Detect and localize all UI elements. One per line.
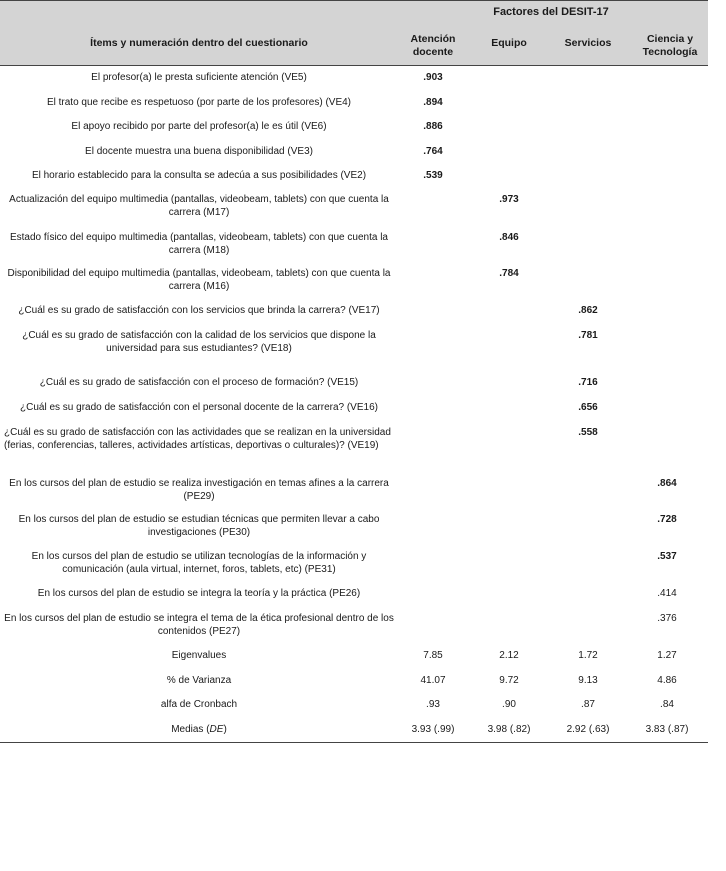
value-servicios: 1.72	[578, 650, 598, 661]
value-ciencia: .414	[657, 588, 677, 599]
value-atencion: 41.07	[420, 675, 446, 686]
value-servicios: .87	[581, 699, 595, 710]
row-label-emphasis: DE	[209, 724, 224, 735]
value-atencion: .93	[426, 699, 440, 710]
row-label: Eigenvalues	[171, 650, 227, 661]
item-text: En los cursos del plan de estudio se integra la teoría y la práctica (PE26)	[37, 588, 361, 599]
item-text: El apoyo recibido por parte del profesor(a) le es útil (VE6)	[71, 121, 327, 132]
col-servicios-header: Servicios	[564, 37, 612, 49]
item-text: Actualización del equipo multimedia (pantallas, videobeam, tablets) con que cuenta la carrera (M17)	[9, 194, 389, 218]
value-servicios: 2.92 (.63)	[566, 724, 610, 735]
item-text: El docente muestra una buena disponibilidad (VE3)	[85, 146, 313, 157]
item-text: ¿Cuál es su grado de satisfacción con la calidad de los servicios que dispone la universidad para sus estudiantes? (VE18)	[22, 330, 376, 354]
value-equipo: 3.98 (.82)	[487, 724, 531, 735]
value-servicios: .656	[578, 402, 598, 413]
value-atencion: .539	[423, 170, 443, 181]
value-servicios: 9.13	[578, 675, 598, 686]
value-atencion: .894	[423, 97, 443, 108]
value-ciencia: .376	[657, 613, 677, 624]
value-atencion: 7.85	[423, 650, 443, 661]
table-header	[0, 25, 708, 66]
value-equipo: 9.72	[499, 675, 519, 686]
value-equipo: .973	[499, 194, 519, 205]
value-equipo: .90	[502, 699, 516, 710]
value-servicios: .862	[578, 305, 598, 316]
table-header-top	[0, 0, 708, 25]
item-text: El horario establecido para la consulta se adecúa a sus posibilidades (VE2)	[31, 170, 367, 181]
row-label	[4, 724, 394, 737]
item-text: En los cursos del plan de estudio se integra el tema de la ética profesional dentro de los contenidos (PE27)	[4, 613, 394, 637]
value-equipo: .784	[499, 268, 519, 279]
item-text: En los cursos del plan de estudio se realiza investigación en temas afines a la carrera (PE29)	[9, 478, 389, 502]
items-column-header: Ítems y numeración dentro del cuestionario	[90, 37, 308, 49]
item-text: ¿Cuál es su grado de satisfacción con el proceso de formación? (VE15)	[39, 377, 359, 388]
item-text: El trato que recibe es respetuoso (por parte de los profesores) (VE4)	[46, 97, 352, 108]
col-atencion-docente-header: Atención docente	[410, 33, 456, 58]
value-ciencia: .864	[657, 478, 677, 489]
item-text: Estado físico del equipo multimedia (pantallas, videobeam, tablets) con que cuenta la carrera (M18)	[9, 232, 388, 256]
col-ciencia-tecnologia-header: Ciencia y Tecnología	[642, 33, 698, 58]
value-atencion: .764	[423, 146, 443, 157]
row-label: alfa de Cronbach	[160, 699, 238, 710]
value-equipo: .846	[499, 232, 519, 243]
value-equipo: 2.12	[499, 650, 519, 661]
value-atencion: .886	[423, 121, 443, 132]
value-ciencia: .537	[657, 551, 677, 562]
value-atencion: 3.93 (.99)	[411, 724, 455, 735]
item-text: En los cursos del plan de estudio se utilizan tecnologías de la información y comunicación (aula virtual, internet, foros, tablets, etc) (PE31)	[31, 551, 367, 575]
item-text: ¿Cuál es su grado de satisfacción con los servicios que brinda la carrera? (VE17)	[18, 305, 380, 316]
value-ciencia: 1.27	[657, 650, 677, 661]
value-atencion: .903	[423, 72, 443, 83]
value-ciencia: .728	[657, 514, 677, 525]
row-label-suffix: )	[223, 724, 227, 735]
value-servicios: .781	[578, 330, 598, 341]
table-bottom-rule	[0, 742, 708, 743]
item-text: ¿Cuál es su grado de satisfacción con las actividades que se realizan en la universidad (ferias, conferencias, talleres, actividades artísticas, deportivas o culturales)? (VE19)	[4, 427, 391, 451]
row-label-prefix: Medias (	[171, 724, 210, 735]
value-ciencia: 3.83 (.87)	[645, 724, 689, 735]
col-equipo-header: Equipo	[491, 37, 527, 49]
item-text: Disponibilidad del equipo multimedia (pantallas, videobeam, tablets) con que cuenta la carrera (M16)	[7, 268, 391, 292]
value-servicios: .716	[578, 377, 598, 388]
row-label: % de Varianza	[166, 675, 232, 686]
value-ciencia: 4.86	[657, 675, 677, 686]
item-text: En los cursos del plan de estudio se estudian técnicas que permiten llevar a cabo investigaciones (PE30)	[18, 514, 380, 538]
item-text: ¿Cuál es su grado de satisfacción con el personal docente de la carrera? (VE16)	[20, 402, 378, 413]
factors-title: Factores del DESIT-17	[493, 6, 609, 18]
value-servicios: .558	[578, 427, 598, 438]
item-text: El profesor(a) le presta suficiente atención (VE5)	[91, 72, 307, 83]
value-ciencia: .84	[660, 699, 674, 710]
